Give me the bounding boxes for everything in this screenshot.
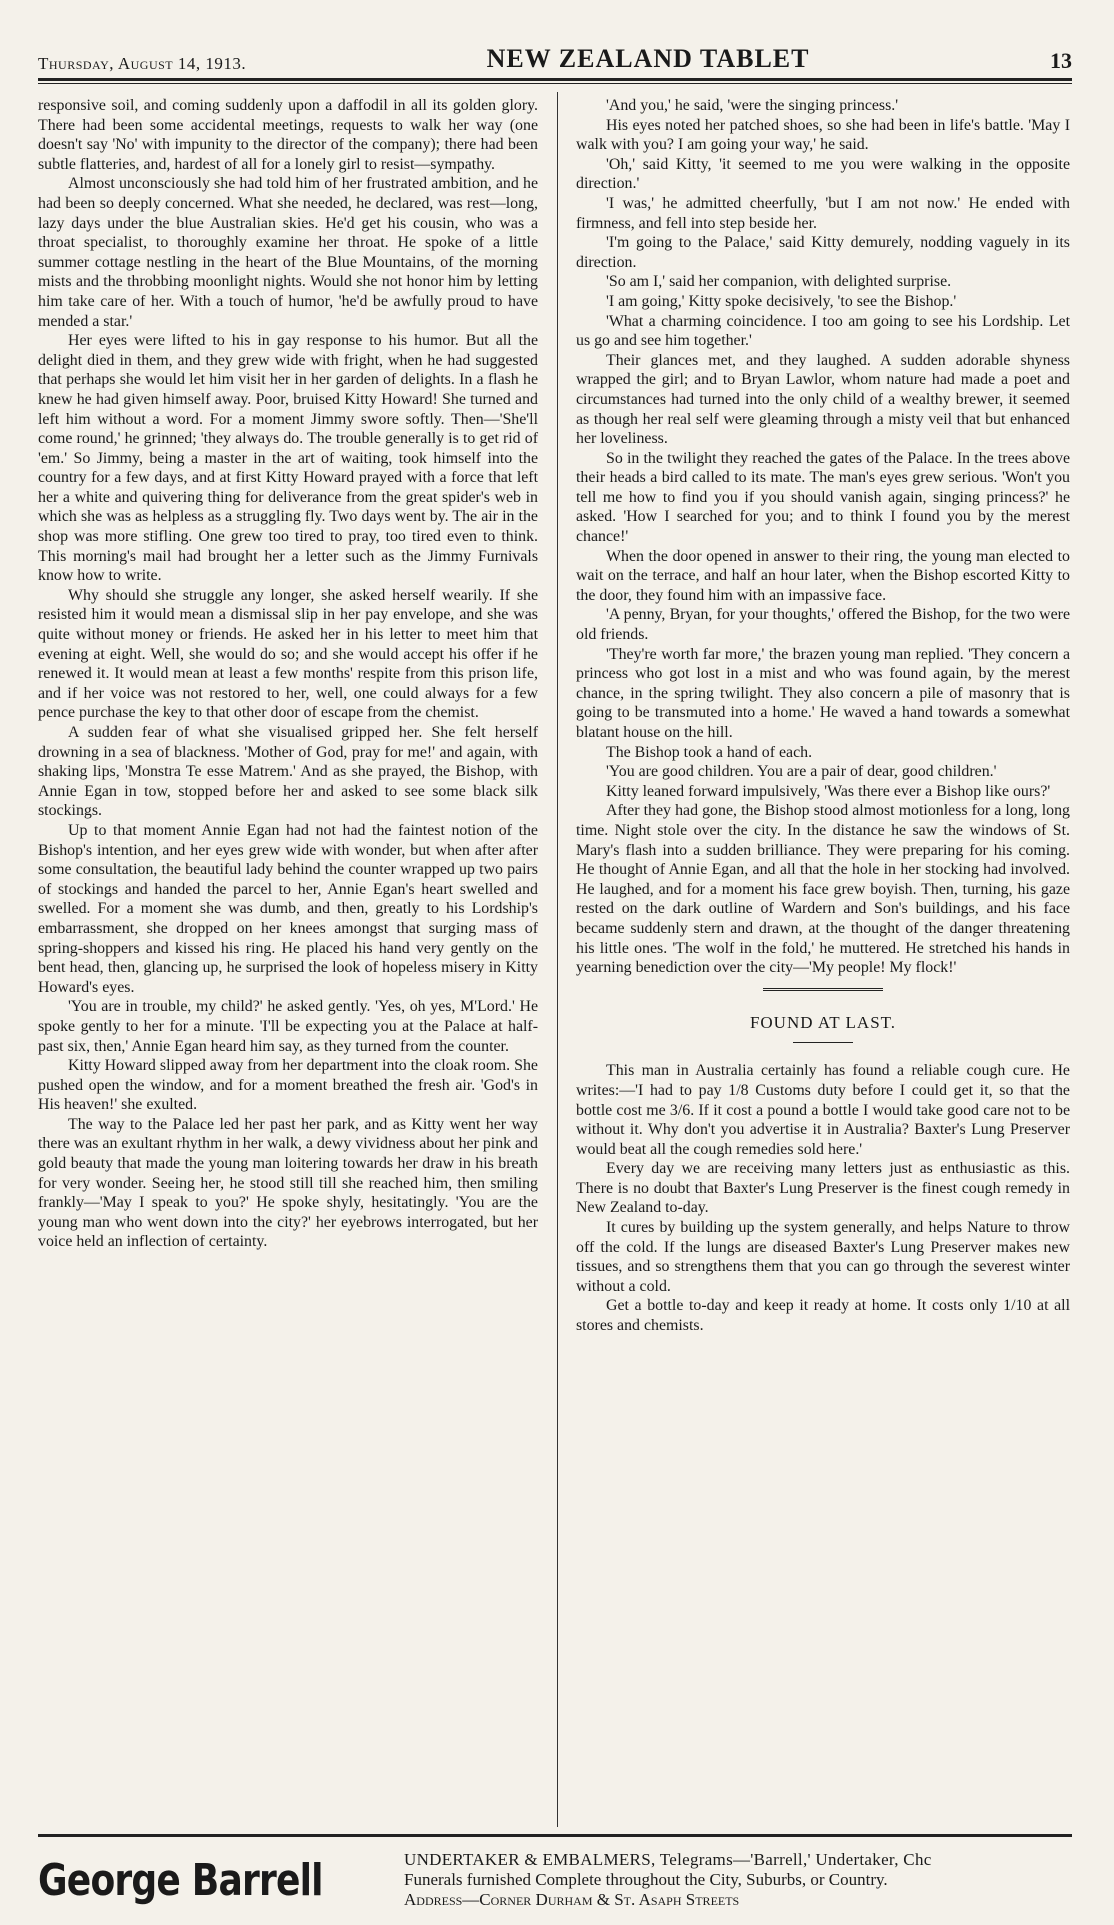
story-paragraph: A sudden fear of what she visualised gripped her. She felt herself drowning in a sea of blackness. 'Mother of God, pray for me!' and again, with shaking lips, 'Monstra Te esse Matrem.' And as she prayed, the Bishop, with Annie Egan in tow, stopped before her and asked to see some black silk stockings. [38, 724, 538, 820]
story-paragraph: The Bishop took a hand of each. [606, 743, 813, 761]
masthead [38, 40, 1072, 74]
advert-paragraph: This man in Australia certainly has found a reliable cough cure. He writes:—'I had to pay 1/8 Customs duty before I could get it, so that the bottle cost me 3/6. If it cost a pound a bottle I would take good care not to be without it. Why don't you advertise it in Australia? Baxter's Lung Preserver would beat all the cough remedies sold here.' [576, 1062, 1070, 1158]
story-paragraph: Up to that moment Annie Egan had not had the faintest notion of the Bishop's intention, and her eyes grew wide with wonder, but when after after some consultation, the beautiful lady behind the counter wrapped up two pairs of stockings and handed the parcel to her, Annie Egan's heart swelled and swelled. For a moment she was dumb, and then, greatly to his Lordship's embarrassment, she dropped on her knees amongst that surging mass of spring-shoppers and kissed his ring. He placed his hand very gently on the bent head, then, glancing up, he surprised the look of hopeless misery in Kitty Howard's eyes. [38, 821, 538, 996]
advert-line-2: Funerals furnished Complete throughout the City, Suburbs, or Country. [404, 1870, 888, 1889]
story-paragraph: After they had gone, the Bishop stood almost motionless for a long, long time. Night stole over the city. In the distance he saw the windows of St. Mary's flash into a sudden brilliance. They were preparing for his coming. He thought of Annie Egan, and all that the hole in her stocking had involved. He laughed, and for a moment his face grew boyish. Then, turning, his gaze rested on the dark outline of Wardern and Son's buildings, and his face became suddenly stern and drawn, at the thought of the danger threatening his little ones. 'The wolf in the fold,' he muttered. He stretched his hands in yearning benediction over the city—'My people! My flock!' [576, 802, 1070, 977]
story-paragraph: Why should she struggle any longer, she asked herself wearily. If she resisted him it would mean a dismissal slip in her pay envelope, and she was quite without money or friends. He asked her in his letter to meet him that evening at eight. Well, she would do so; and she would accept his offer if he renewed it. It would mean at least a few months' respite from this prison life, and if her voice was not restored to her, well, one could always for a few pence purchase the key to that other door of escape from the chemist. [38, 586, 538, 722]
undertaker-advert [38, 1844, 1072, 1916]
advert-paragraph: Get a bottle to-day and keep it ready at home. It costs only 1/10 at all stores and chemists. [576, 1297, 1070, 1335]
footer-rule [38, 1834, 1072, 1837]
column-divider [557, 92, 558, 1827]
story-paragraph: The way to the Palace led her past her park, and as Kitty went her way there was an exultant rhythm in her walk, a dewy vividness about her pink and gold beauty that made the young man loitering towards her draw in his breath for very wonder. Seeing her, he stood still till she reached him, then smiling frankly—'May I speak to you?' He spoke shyly, hesitatingly. 'You are the young man who went down into the city?' her eyebrows interrogated, but her voice held an inflection of certainty. [38, 1115, 538, 1251]
right-column [576, 96, 1070, 1336]
found-at-last-heading: FOUND AT LAST. [749, 1012, 897, 1032]
advert-line-1: UNDERTAKER & EMBALMERS, Telegrams—'Barrell,' Undertaker, Chc [404, 1850, 932, 1869]
story-paragraph: 'You are in trouble, my child?' he asked gently. 'Yes, oh yes, M'Lord.' He spoke gently to her for a minute. 'I'll be expecting you at the Palace at half-past six, then,' Annie Egan heard him say, as they turned from the counter. [38, 998, 538, 1055]
heading-rule [793, 1042, 853, 1043]
story-paragraph: Almost unconsciously she had told him of her frustrated ambition, and he had been so deeply concerned. What she needed, he declared, was rest—long, lazy days under the blue Australian skies. He'd get his cousin, who was a throat specialist, to thoroughly examine her throat. He spoke of a little summer cottage nestling in the heart of the Blue Mountains, of the morning mists and the throbbing moonlight nights. Would she not honor him by letting him take care of her. With a touch of humor, 'he'd be awfully proud to have mended a star.' [38, 175, 538, 330]
story-paragraph: 'I am going,' Kitty spoke decisively, 'to see the Bishop.' [606, 292, 957, 310]
story-paragraph: Their glances met, and they laughed. A sudden adorable shyness wrapped the girl; and to Bryan Lawlor, whom nature had made a poet and circumstances had turned into the only child of a wealthy brewer, it seemed as though her real self were gleaming through a misty veil that but enhanced her loveliness. [576, 351, 1070, 448]
story-paragraph: When the door opened in answer to their ring, the young man elected to wait on the terrace, and half an hour later, when the Bishop escorted Kitty to the door, they found him with an impassive face. [576, 547, 1070, 604]
story-paragraph: responsive soil, and coming suddenly upon a daffodil in all its golden glory. There had been some accidental meetings, requests to walk her way (one doesn't say 'No' with impunity to the director of the company); there had been subtle flatteries, and, hardest of all for a lonely girl to resist—sympathy. [38, 97, 538, 173]
advert-paragraph: Every day we are receiving many letters just as enthusiastic as this. There is no doubt that Baxter's Lung Preserver is the finest cough remedy in New Zealand to-day. [576, 1160, 1070, 1217]
story-paragraph: 'So am I,' said her companion, with delighted surprise. [606, 273, 952, 291]
story-paragraph: 'A penny, Bryan, for your thoughts,' offered the Bishop, for the two were old friends. [576, 606, 1070, 644]
page-number: 13 [1049, 48, 1072, 73]
section-separator [576, 988, 1070, 991]
story-paragraph: 'They're worth far more,' the brazen young man replied. 'They concern a princess who got lost in a mist and who was found again, by the merest chance, in the spring twilight. They also concern a pile of masonry that is going to be transmuted into a home.' He waved a hand towards a somewhat blatant house on the hill. [576, 645, 1070, 741]
story-paragraph: His eyes noted her patched shoes, so she had been in life's battle. 'May I walk with you? I am going your way,' he said. [576, 116, 1070, 154]
story-paragraph: Kitty Howard slipped away from her department into the cloak room. She pushed open the window, and for a moment breathed the fresh air. 'God's in His heaven!' she exulted. [38, 1057, 538, 1114]
issue-date: Thursday, August 14, 1913. [38, 54, 247, 73]
masthead-rule-thin [38, 83, 1072, 84]
story-paragraph: So in the twilight they reached the gates of the Palace. In the trees above their heads a bird called to its mate. The man's eyes grew serious. 'Won't you tell me how to find you if you should vanish again, singing princess?' he asked. 'How I searched for you; and to think I found you by the merest chance!' [576, 449, 1070, 546]
story-paragraph: 'Oh,' said Kitty, 'it seemed to me you were walking in the opposite direction.' [576, 155, 1070, 193]
masthead-rule [38, 78, 1072, 81]
story-paragraph: 'You are good children. You are a pair of dear, good children.' [606, 763, 997, 781]
story-paragraph: Her eyes were lifted to his in gay response to his humor. But all the delight died in them, and they grew wide with fright, when he had suggested that perhaps she would let him visit her in her garden of delights. In a flash he knew he had given himself away. Poor, bruised Kitty Howard! She turned and left him without a word. For a moment Jimmy swore softly. Then—'She'll come round,' he grinned; 'they always do. The trouble generally is to get rid of 'em.' So Jimmy, being a master in the art of waiting, took himself into the country for a few days, and at first Kitty Howard prayed with a force that left her a white and quivering thing for deliverance from the great spider's web in which she was as helpless as a struggling fly. Two days went by. The air in the shop was more stifling. One grew too tired to pray, too tired even to think. This morning's mail had brought her a letter such as the Jimmy Furnivals know how to write. [38, 332, 538, 585]
story-paragraph: 'And you,' he said, 'were the singing princess.' [606, 97, 899, 114]
advert-paragraph: It cures by building up the system generally, and helps Nature to throw off the cold. If the lungs are diseased Baxter's Lung Preserver makes new tissues, and so strengthens them that you can go through the severest winter without a cold. [576, 1219, 1070, 1295]
story-paragraph: 'I was,' he admitted cheerfully, 'but I am not now.' He ended with firmness, and fell into step beside her. [576, 194, 1070, 232]
advert-business-name: George Barrell [38, 1854, 323, 1906]
story-paragraph: Kitty leaned forward impulsively, 'Was there ever a Bishop like ours?' [606, 782, 1051, 800]
advert-details [368, 1850, 932, 1910]
story-paragraph: 'What a charming coincidence. I too am going to see his Lordship. Let us go and see him together.' [576, 312, 1070, 350]
newspaper-title: NEW ZEALAND TABLET [486, 44, 810, 73]
left-column [38, 96, 538, 1252]
advert-line-3: Address—Corner Durham & St. Asaph Streets [404, 1890, 740, 1909]
story-paragraph: 'I'm going to the Palace,' said Kitty demurely, nodding vaguely in its direction. [576, 234, 1070, 271]
